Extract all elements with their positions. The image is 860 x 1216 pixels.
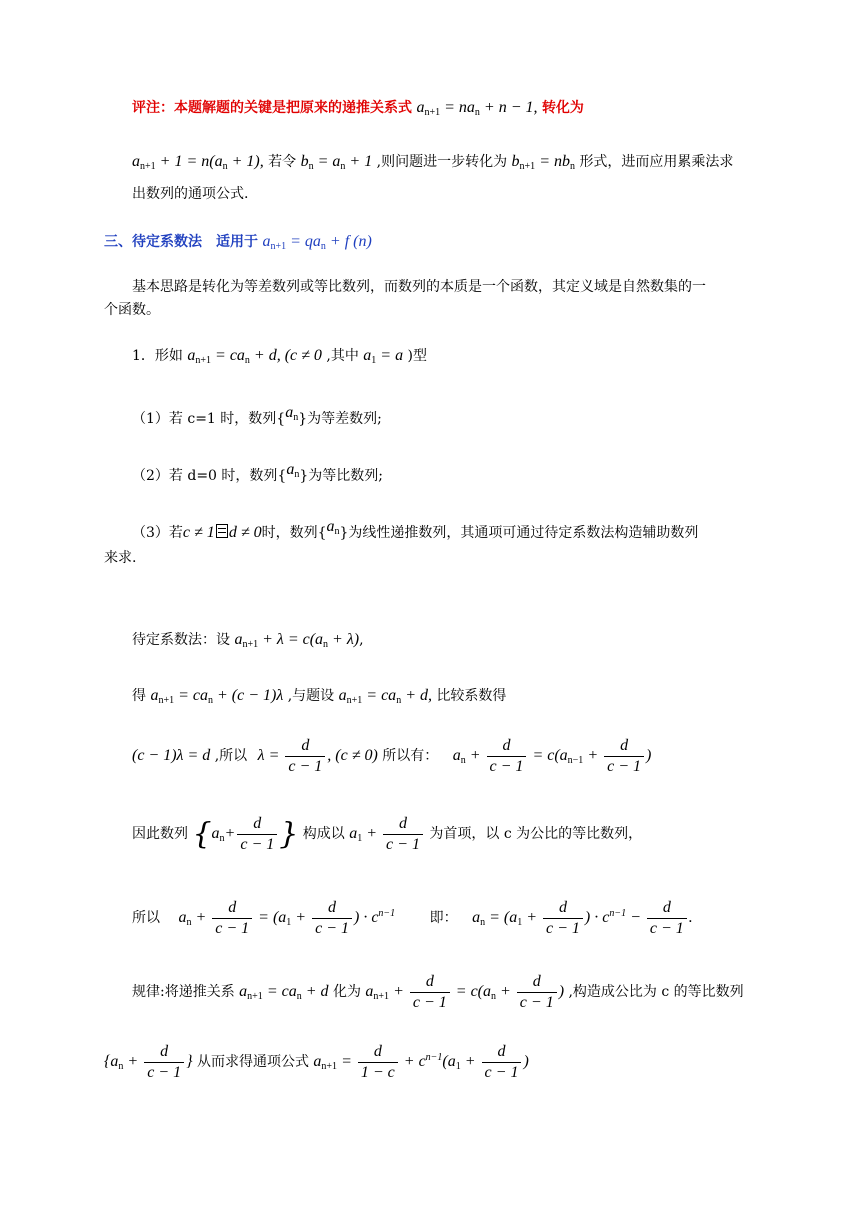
therefore-suffix: 为首项，以 c 为公比的等比数列， bbox=[429, 826, 643, 842]
result-prefix: 所以 bbox=[132, 910, 160, 926]
formula-lambda-eq: (c − 1)λ = d bbox=[132, 747, 211, 765]
item1-suffix: )型 bbox=[407, 348, 428, 364]
formula-item1: $a_{n+1} = ca_n + d$, (c ≠ 0 bbox=[187, 347, 322, 366]
method-suffix: , bbox=[359, 632, 364, 648]
case3-suffix: }为线性递推数列，其通项可通过待定系数法构造辅助数列 bbox=[339, 525, 699, 541]
so-a: ,所以 bbox=[214, 748, 248, 765]
method-line bbox=[132, 630, 364, 655]
therefore-line bbox=[132, 812, 642, 861]
formula-an: $a_n$ bbox=[326, 518, 340, 537]
therefore-mid: 构成以 bbox=[302, 826, 345, 842]
remark-line2-a: 若令 bbox=[268, 154, 297, 170]
item1-prefix: 1．形如 bbox=[132, 348, 183, 364]
remark-line2-c: 形式，进而应用累乘法求 bbox=[579, 154, 734, 170]
formula-final: $a_{n+1}$ = $\frac{d}{1 - c}$ + $c^{n-1}(a_1$ + $\frac{d}{c - 1}$ ) bbox=[313, 1042, 529, 1081]
formula-rule-form: $a_{n+1}$ + $\frac{d}{c - 1}$ = $c(a_n$ + $\frac{d}{c - 1}$ ) bbox=[365, 972, 565, 1011]
case-1 bbox=[132, 403, 382, 429]
case1-suffix: }为等差数列; bbox=[298, 411, 382, 427]
formula-transformed: $a_{n+1} + 1 = n(a_n + 1)$, bbox=[132, 153, 264, 172]
section-3-title bbox=[104, 232, 372, 257]
rule-line2: 从而求得通项公式 bbox=[196, 1054, 309, 1070]
unrendered-glyph-icon bbox=[216, 524, 228, 538]
remark-prefix: 评注：本题解题的关键是把原来的递推关系式 bbox=[132, 100, 412, 116]
derive-line bbox=[132, 686, 506, 711]
case2-prefix: （2）若 d=0 时，数列{ bbox=[132, 468, 287, 484]
result-line bbox=[132, 892, 693, 945]
case3-prefix: （3）若 bbox=[132, 525, 183, 541]
formula-general: $a_n = (a_1$ + $\frac{d}{c - 1}$ ) · $c^{n-1}$ − $\frac{d}{c - 1}$ . bbox=[472, 898, 693, 937]
formula-recurrence: $a_{n+1} = na_n + n - 1$, bbox=[416, 99, 538, 118]
item1-mid: ,其中 bbox=[326, 348, 359, 364]
section-3-title-text: 三、待定系数法 适用于 bbox=[104, 234, 258, 250]
formula-lambda: λ = $\frac{d}{c - 1}$ , (c ≠ 0) bbox=[257, 737, 378, 775]
rule-line-2 bbox=[104, 1036, 529, 1089]
so-b: 所以有： bbox=[382, 748, 439, 765]
formula-result: $a_n$ + $\frac{d}{c - 1}$ = ($a_1$ + $\frac{d}{c - 1}$ ) · $c^{n-1}$ bbox=[178, 898, 396, 937]
method-prefix: 待定系数法：设 bbox=[132, 632, 230, 648]
case-3 bbox=[132, 517, 698, 543]
remark-line2-b: ,则问题进一步转化为 bbox=[376, 154, 508, 170]
item-1 bbox=[132, 346, 427, 371]
remark-line-3: 出数列的通项公式. bbox=[132, 186, 249, 202]
formula-a1: $a_1 = a$ bbox=[363, 347, 404, 366]
so-line bbox=[132, 736, 651, 781]
formula-derive: $a_{n+1} = ca_n + (c - 1)\lambda$ bbox=[150, 687, 284, 706]
case3-line-2: 来求. bbox=[104, 550, 137, 566]
formula-aux-sequence: {$a_n$ + $\frac{d}{c - 1}$ } bbox=[104, 1042, 193, 1081]
formula-an: $a_n$ bbox=[285, 404, 299, 423]
remark-line-2 bbox=[132, 152, 733, 177]
formula-method: $a_{n+1} + \lambda = c(a_n + \lambda)$ bbox=[234, 631, 360, 650]
derive-prefix: 得 bbox=[132, 688, 146, 704]
formula-case3: c ≠ 1 d ≠ 0 bbox=[182, 524, 262, 541]
rule-prefix: 规律:将递推关系 bbox=[132, 984, 235, 1000]
formula-bn: $b_n = a_n + 1$ bbox=[300, 153, 373, 172]
remark-suffix: 转化为 bbox=[541, 100, 584, 116]
intro-line-2: 个函数。 bbox=[104, 302, 160, 318]
rule-suffix: ,构造成公比为 c 的等比数列 bbox=[568, 984, 744, 1000]
case1-prefix: （1）若 c=1 时，数列{ bbox=[132, 411, 286, 427]
intro-line-1: 基本思路是转化为等差数列或等比数列，而数列的本质是一个函数，其定义域是自然数集的一 bbox=[132, 279, 706, 295]
formula-section3: $a_{n+1} = qa_n + f$ (n) bbox=[262, 233, 372, 252]
formula-bn-recurrence: $b_{n+1} = nb_n$ bbox=[511, 153, 575, 172]
rule-mid: 化为 bbox=[332, 984, 361, 1000]
case2-suffix: }为等比数列; bbox=[299, 468, 383, 484]
derive-mid: ,与题设 bbox=[287, 688, 335, 704]
case-2 bbox=[132, 460, 383, 486]
formula-first-term: $a_1$ + $\frac{d}{c - 1}$ bbox=[349, 825, 425, 842]
remark-line-1 bbox=[132, 98, 584, 123]
derive-suffix: 比较系数得 bbox=[436, 688, 507, 704]
case3-mid: 时，数列{ bbox=[261, 525, 327, 541]
formula-given: $a_{n+1} = ca_n + d$, bbox=[338, 687, 432, 706]
formula-rule-recurrence: $a_{n+1} = ca_n + d$ bbox=[239, 983, 329, 1002]
formula-an: $a_n$ bbox=[286, 461, 300, 480]
result-mid: 即： bbox=[429, 910, 458, 926]
formula-sequence: {$a_n+$ $\frac{d}{c - 1}$ } bbox=[192, 814, 299, 853]
formula-an-relation: $a_n$ + $\frac{d}{c - 1}$ = $c(a_{n-1}$ + $\frac{d}{c - 1}$ ) bbox=[452, 737, 652, 775]
therefore-prefix: 因此数列 bbox=[132, 826, 188, 842]
rule-line bbox=[132, 970, 744, 1019]
